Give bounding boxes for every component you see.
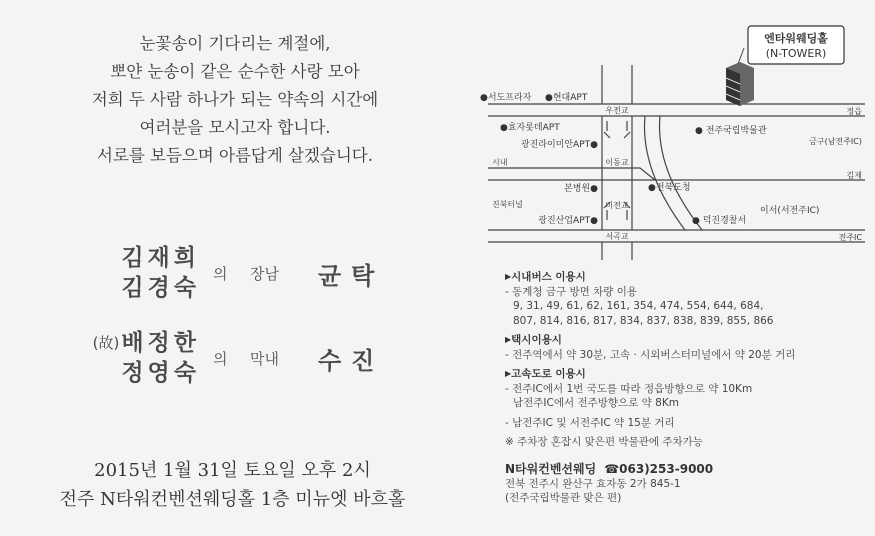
direction-line: - 전주IC에서 1번 국도를 따라 정읍방향으로 약 10Km [505,382,753,395]
direction-line: 807, 814, 816, 817, 834, 837, 838, 839, 855, 866 [513,314,774,327]
label-jeongeup: 정읍 [846,107,862,116]
bride-father-line [60,328,200,358]
triangle-bullet-icon: ▶ [505,272,512,281]
label-bridge-idong: 이동교 [605,158,629,167]
direction-title: 고속도로 이용시 [511,368,586,380]
direction-line: 남전주IC에서 전주방향으로 약 8Km [513,397,679,409]
label-gwangjin-raemian: 광진라이미안APT● [520,140,598,150]
event-venue: 전주 N타워컨벤션웨딩홀 1층 미뉴엣 바흐홀 [59,489,406,510]
bride-mother: 정영숙 [121,360,200,386]
direction-line: ※ 주차장 혼잡시 맞은편 박물관에 주차가능 [505,436,703,448]
direction-line: - 남전주IC 및 서전주IC 약 15분 거리 [505,416,675,429]
label-seodo-plaza: ●서도프라자 [480,93,532,103]
venue-callout-name: 엔타워웨딩홀 [764,32,828,45]
triangle-bullet-icon: ▶ [505,369,512,378]
event-info [20,456,445,514]
event-datetime: 2015년 1월 31일 토요일 오후 2시 [94,460,371,481]
venue-contact [505,462,865,506]
north-road [602,65,632,104]
bottom-road [488,230,865,242]
groom-name: 균탁 [318,262,385,290]
label-iseo-ic: 이서(서전주IC) [760,206,820,216]
label-dochung: ●전북도청 [648,183,691,193]
particle: 의 [213,350,228,368]
triangle-bullet-icon: ▶ [505,335,512,344]
invitation-message [40,30,430,170]
label-sinae: 시내 [492,158,508,167]
message-line: 뽀얀 눈송이 같은 순수한 사랑 모아 [110,62,360,81]
location-map [470,20,870,260]
top-road [488,104,865,116]
direction-line: 9, 31, 49, 61, 62, 161, 354, 474, 554, 644, 684, [513,300,764,312]
message-line: 서로를 보듬으며 아름답게 살겠습니다. [96,146,373,165]
bride-father: 배정한 [121,330,200,356]
direction-highway [505,367,865,411]
label-jinbuk-tunnel: 진북터널 [492,200,523,209]
directions [505,270,865,455]
direction-title: 택시이용시 [511,334,562,346]
direction-line: - 전주역에서 약 30분, 고속 · 시외버스터미널에서 약 20분 거리 [505,348,796,361]
bridge-edges [604,132,630,208]
venue-address: 전북 전주시 완산구 효자동 2가 845-1 [505,477,681,490]
message-line: 눈꽃송이 기다리는 계절에, [139,34,331,53]
south-road [602,242,632,260]
label-jeonju-ic: 전주IC [838,233,862,242]
venue-phone: ☎063)253-9000 [604,462,714,476]
groom-relation: 장남 [250,265,279,283]
parking-note [505,435,865,450]
label-bridge-mijeon: 미전교 [605,201,629,210]
direction-title: 시내버스 이용시 [511,271,586,283]
label-nam-jeonju-ic: 금구(남전주IC) [809,137,862,146]
venue-name: N타워컨벤션웨딩 [505,462,597,476]
groom-mother: 김경숙 [121,275,200,301]
direction-ic-distance [505,416,865,431]
label-bridge-seogok: 서곡교 [605,232,629,241]
direction-taxi [505,333,865,362]
label-museum: ● 전주국립박물관 [695,126,767,136]
venue-address-note: (전주국립박물관 맞은 편) [505,492,622,504]
label-hyundai-apt: ●현대APT [545,93,588,103]
bride-name: 수진 [318,347,385,375]
particle: 의 [213,265,228,283]
diagonal-road [645,116,703,230]
middle-road [488,168,865,180]
label-gwangjin-saneop: 광진산업APT● [538,216,598,226]
groom-father: 김재희 [121,245,200,271]
label-bon-hospital: 본병원● [564,184,598,194]
message-line: 여러분을 모시고자 합니다. [139,118,331,137]
message-line: 저희 두 사람 하나가 되는 약속의 시간에 [91,90,379,109]
label-bridge-ujeon: 우전교 [605,106,629,115]
label-deokjin-police: ● 덕진경찰서 [692,216,747,226]
bride-relation: 막내 [250,350,279,368]
label-hyoja-lotte: ●효자롯데APT [500,123,560,133]
direction-city-bus [505,270,865,328]
label-gimje: 김제 [846,171,862,180]
direction-line: - 동계청 금구 방면 차량 이용 [505,285,638,298]
venue-callout-en: (N-TOWER) [765,47,827,60]
deceased-mark: (故) [92,334,120,352]
